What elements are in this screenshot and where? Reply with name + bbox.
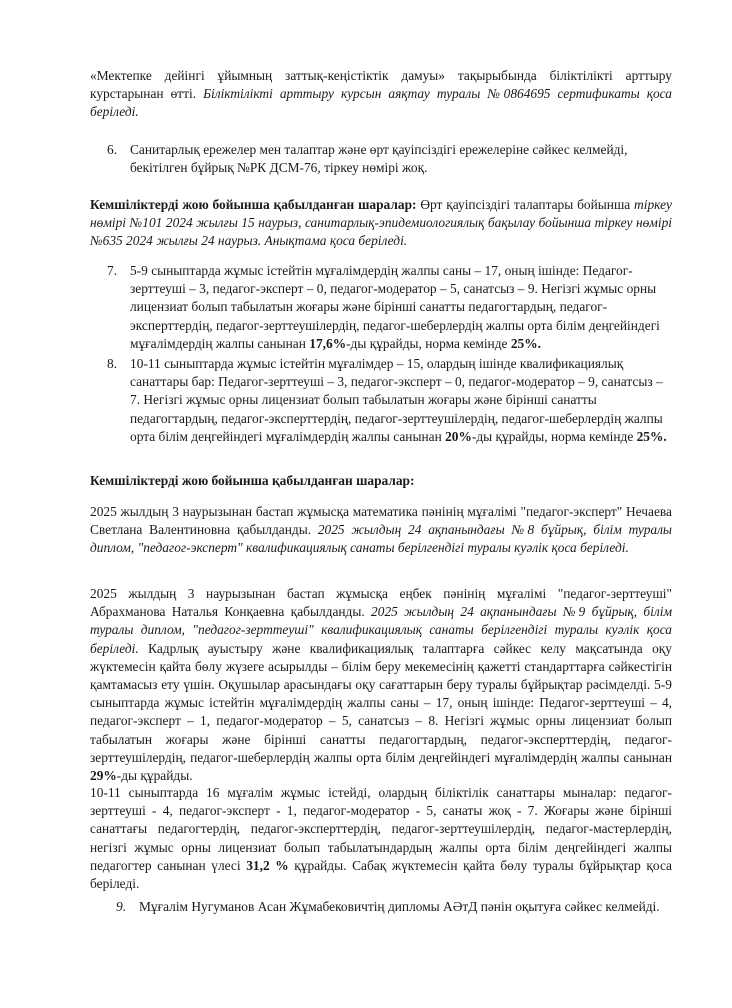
measures-heading-2-paragraph <box>90 472 672 490</box>
nechaeva-attachments: 2025 жылдың 24 ақпанындағы №8 бұйрық, білім туралы диплом, "педагог-эксперт" квалификациялық санаты берілгендігі туралы куәлік қоса беріледі. <box>90 522 673 556</box>
measures-1-registration: тіркеу нөмірі №101 2024 жылғы 15 наурыз, санитарлық-эпидемиологиялық бақылау бойынша тіркеу нөмірі №635 2024 жылғы 24 наурыз. Анықтама қоса беріледі. <box>90 197 672 249</box>
item-7-text-2: -ды құрайды, норма кемінде <box>346 335 511 351</box>
item-7-norm: 25%. <box>510 335 541 351</box>
item-7-body <box>130 262 672 353</box>
item-9-number: 9. <box>116 899 127 914</box>
measures-paragraph-1 <box>90 196 672 251</box>
courses-text: «Мектепке дейінгі ұйымның заттық-кеңістіктік дамуы» тақырыбында біліктілікті арттыру курстарынан өтті. <box>90 68 672 102</box>
paragraph-abrakhmanova <box>90 585 672 785</box>
certificate-note: Біліктілікті арттыру курсын аяқтау туралы №0864695 сертификаты қоса беріледі. <box>90 86 672 120</box>
measures-1-text: Өрт қауіпсіздігі талаптары бойынша <box>416 197 631 212</box>
paragraph-grades-10-11 <box>90 784 672 893</box>
item-7-number: 7. <box>107 263 118 278</box>
grades-10-11-percent: 31,2 % <box>246 857 289 873</box>
measures-heading-1: Кемшіліктерді жою бойынша қабылданған шаралар: <box>90 197 417 212</box>
nechaeva-text: 2025 жылдың 3 наурызынан бастап жұмысқа математика пәнінің мұғалімі "педагог-эксперт" Нечаева Светлана Валентиновна қабылданды. <box>90 504 672 538</box>
abrakhmanova-text: 2025 жылдың 3 наурызынан бастап жұмысқа еңбек пәнінің мұғалімі "педагог-зерттеуші" Абрахманова Наталья Конқаевна қабылданды. <box>90 586 672 620</box>
item-6-text: Санитарлық ережелер мен талаптар және өрт қауіпсіздігі ережелеріне сәйкес келмейді, бекітілген бұйрық №РК ДСМ-76, тіркеу нөмірі жоқ. <box>130 142 628 176</box>
grades-10-11-text-2: құрайды. Сабақ жүктемесін қайта бөлу туралы бұйрықтар қоса беріледі. <box>90 857 672 892</box>
item-7-text: 5-9 сыныптарда жұмыс істейтін мұғалімдердің жалпы саны – 17, оның ішінде: Педагог-зерттеуші – 3, педагог-эксперт – 0, педагог-модератор – 5, санатсыз – 9. Негізгі жұмыс орны лицензиат болып табылатын жоғары және бірінші санатты педагогтардың, педагог-эксперттердің, педагог-зерттеушілердің, педагог-шеберлердің жалпы орта білім деңгейіндегі мұғалімдердің жалпы санынан <box>130 263 660 351</box>
abrakhmanova-percent: 29% <box>90 768 117 784</box>
item-9-text: Мұғалім Нугуманов Асан Жұмабековичтің дипломы АӘтД пәнін оқытуға сәйкес келмейді. <box>139 899 660 914</box>
abrakhmanova-text-2: Кадрлық ауыстыру және квалификациялық талаптарға сәйкес келу мақсатында оқу жүктемесін қайта бөлу жүзеге асырылды – білім беру мекемесінің қажетті стандарттарға сәйкестігін қамтамасыз ету үшін. Оқушылар арасындағы оқу сағаттарын беру туралы бұйрықтар рәсімделді. 5-9 сыныптарда жұмыс істейтін мұғалімдердің жалпы саны – 17, оның ішінде: Педагог-зерттеуші – 4, педагог-эксперт – 1, педагог-модератор – 5, санатсыз – 8. Негізгі жұмыс орны лицензиат болып табылатын жоғары және бірінші санатты педагогтардың, педагог-эксперттердің, педагог-зерттеушілердің, педагог-шеберлердің жалпы орта білім деңгейіндегі мұғалімдердің жалпы санынан <box>90 640 672 765</box>
item-8-text: 10-11 сыныптарда жұмыс істейтін мұғалімдер – 15, олардың ішінде квалификациялық санаттары бар: Педагог-зерттеуші – 3, педагог-эксперт – 0, педагог-модератор – 9, санатсыз – 7. Негізгі жұмыс орны лицензиат болып табылатын жоғары және бірінші санатты педагогтардың, педагог-эксперттердің, педагог-зерттеушілердің, педагог-шеберлердің жалпы орта білім деңгейіндегі мұғалімдердің жалпы санынан <box>130 356 663 444</box>
item-8-text-2: -ды құрайды, норма кемінде <box>471 428 637 444</box>
paragraph-nechaeva <box>90 503 672 558</box>
grades-10-11-text: 10-11 сыныптарда 16 мұғалім жұмыс істейді, олардың біліктілік санаттары мыналар: педагог-зерттеуші - 4, педагог-эксперт - 1, педагог-модератор - 5, санаты жоқ - 7. Жоғары және бірінші санаттағы педагогтердің, педагог-эксперттердің, педагог-зерттеушілердің, педагог-мастерлердің, негізгі жұмыс орны лицензиат болып табылатындардың жалпы орта білім деңгейіндегі жалпы педагогтер санынан үлесі <box>90 785 672 873</box>
abrakhmanova-attachments: 2025 жылдың 24 ақпанындағы №9 бұйрық, білім туралы диплом, "педагог-зерттеуші" квалификациялық санаты берілгендігі туралы куәлік қоса беріледі. <box>90 604 672 656</box>
measures-heading-2: Кемшіліктерді жою бойынша қабылданған шаралар: <box>90 473 415 488</box>
item-8-number: 8. <box>107 356 118 371</box>
abrakhmanova-text-3: -ды құрайды. <box>116 768 193 784</box>
item-7-percent: 17,6% <box>309 335 347 351</box>
item-6-number: 6. <box>107 142 118 157</box>
paragraph-courses <box>90 67 672 122</box>
item-8-body <box>130 355 672 446</box>
item-8-percent: 20% <box>445 428 472 444</box>
item-8-norm: 25%. <box>636 428 667 444</box>
